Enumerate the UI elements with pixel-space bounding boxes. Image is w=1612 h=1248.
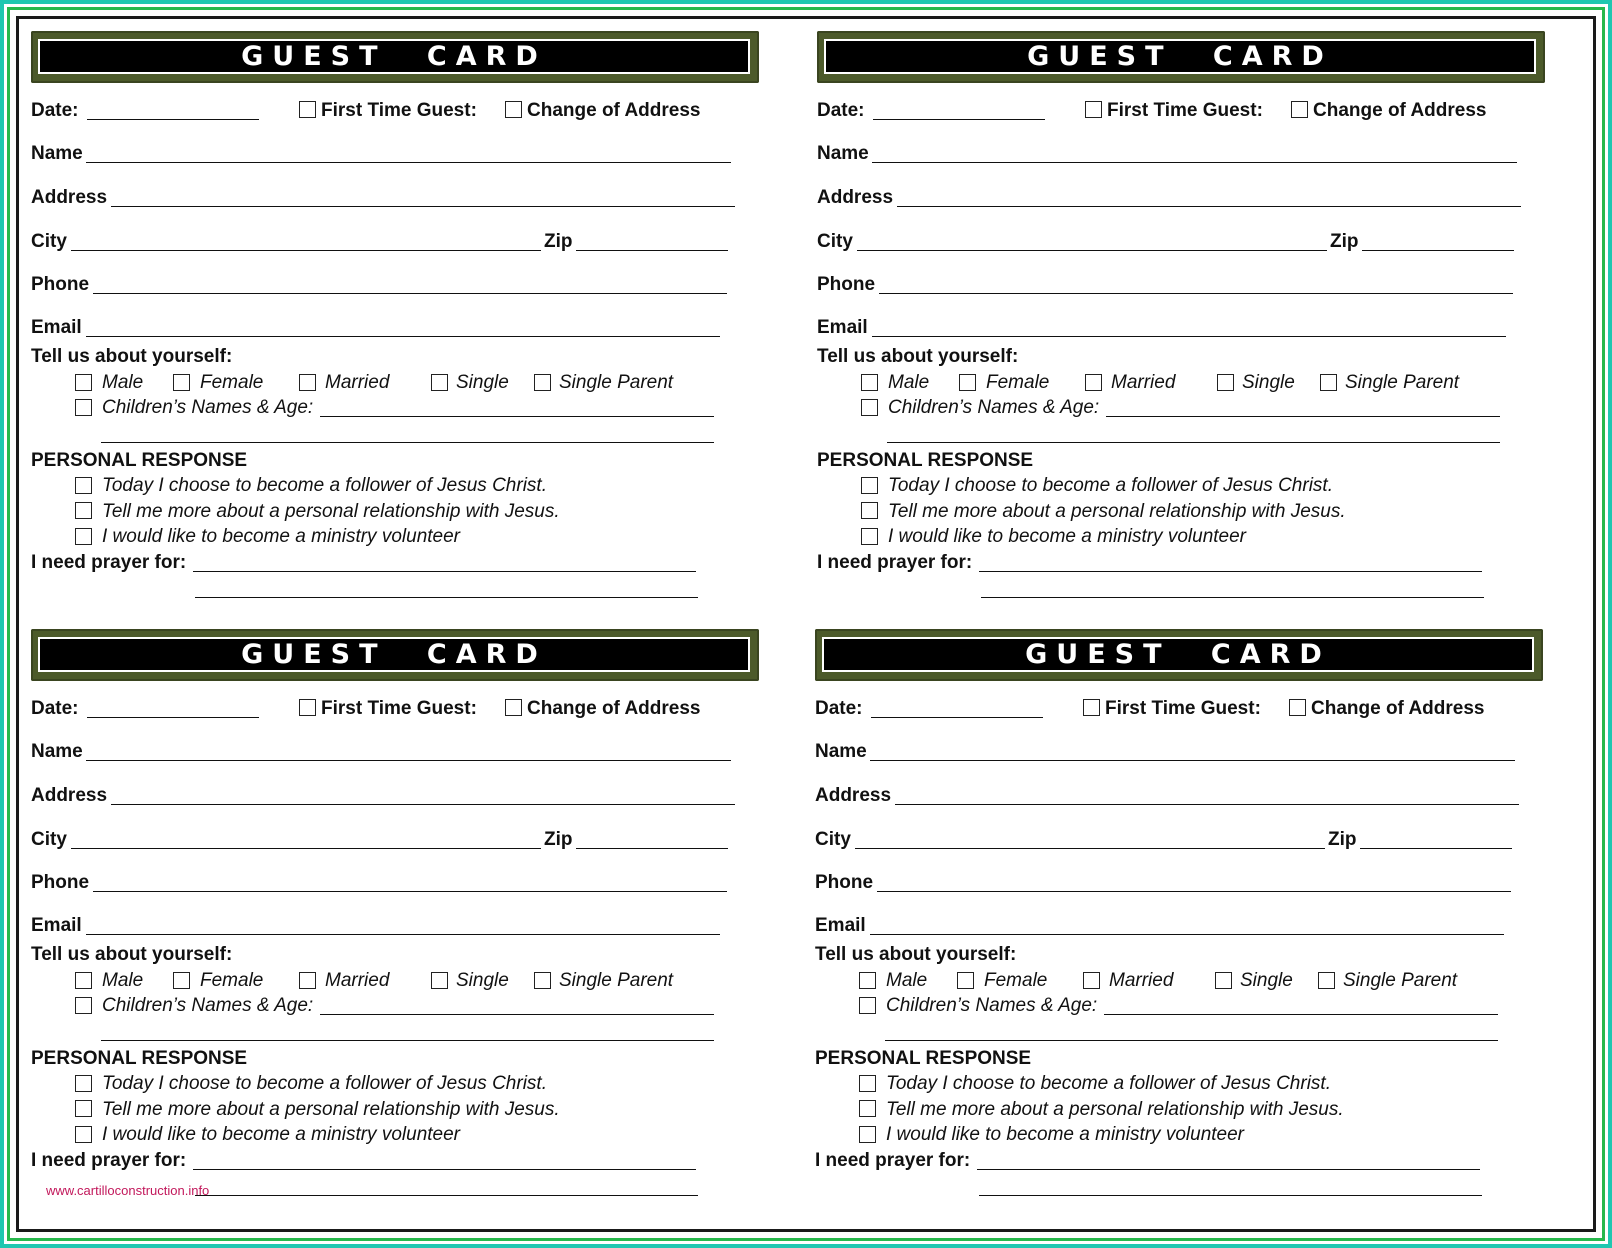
first-time-guest-label: First Time Guest: <box>321 698 477 719</box>
children-label: Children’s Names & Age: <box>886 995 1098 1016</box>
first-time-guest-checkbox[interactable] <box>299 699 316 716</box>
children-checkbox[interactable] <box>859 997 876 1014</box>
children-checkbox[interactable] <box>75 399 92 416</box>
phone-field[interactable] <box>879 293 1513 294</box>
single-label: Single <box>1242 372 1295 393</box>
city-field[interactable] <box>857 250 1327 251</box>
change-of-address-label: Change of Address <box>1313 100 1487 121</box>
card-banner-inner <box>824 39 1536 74</box>
children-label: Children’s Names & Age: <box>102 995 314 1016</box>
zip-label: Zip <box>1328 829 1357 850</box>
guest-card-2 <box>817 31 1547 621</box>
card-banner <box>31 629 759 681</box>
date-field[interactable] <box>871 717 1043 718</box>
prayer-label: I need prayer for: <box>817 552 973 573</box>
single-checkbox[interactable] <box>431 374 448 391</box>
volunteer-checkbox[interactable] <box>861 528 878 545</box>
first-time-guest-label: First Time Guest: <box>1105 698 1261 719</box>
city-label: City <box>815 829 851 850</box>
female-checkbox[interactable] <box>957 972 974 989</box>
about-heading: Tell us about yourself: <box>815 944 1017 965</box>
volunteer-label: I would like to become a ministry volunteer <box>102 1124 460 1145</box>
children-field-line-2[interactable] <box>885 1040 1498 1041</box>
male-label: Male <box>888 372 930 393</box>
city-field[interactable] <box>855 848 1325 849</box>
children-field[interactable] <box>320 1014 714 1015</box>
address-label: Address <box>817 187 894 208</box>
single-parent-label: Single Parent <box>1343 970 1458 991</box>
volunteer-label: I would like to become a ministry volunteer <box>886 1124 1244 1145</box>
guest-card-4 <box>815 629 1545 1219</box>
phone-field[interactable] <box>93 293 727 294</box>
prayer-field[interactable] <box>977 1169 1480 1170</box>
children-field[interactable] <box>320 416 714 417</box>
city-field[interactable] <box>71 250 541 251</box>
phone-label: Phone <box>815 872 874 893</box>
female-label: Female <box>986 372 1050 393</box>
male-checkbox[interactable] <box>861 374 878 391</box>
married-checkbox[interactable] <box>1085 374 1102 391</box>
male-label: Male <box>102 372 144 393</box>
name-label: Name <box>31 143 83 164</box>
follower-label: Today I choose to become a follower of Jesus Christ. <box>102 475 547 496</box>
personal-response-heading: PERSONAL RESPONSE <box>817 450 1034 471</box>
name-label: Name <box>31 741 83 762</box>
city-label: City <box>31 829 67 850</box>
card-banner <box>31 31 759 83</box>
card-title: GUEST CARD <box>241 639 547 670</box>
single-parent-checkbox[interactable] <box>1320 374 1337 391</box>
email-label: Email <box>31 317 82 338</box>
date-field[interactable] <box>87 119 259 120</box>
first-time-guest-label: First Time Guest: <box>1107 100 1263 121</box>
first-time-guest-checkbox[interactable] <box>299 101 316 118</box>
personal-response-heading: PERSONAL RESPONSE <box>31 1048 248 1069</box>
name-label: Name <box>815 741 867 762</box>
date-label: Date: <box>815 698 863 719</box>
married-label: Married <box>1109 970 1174 991</box>
email-field[interactable] <box>870 934 1504 935</box>
prayer-label: I need prayer for: <box>31 1150 187 1171</box>
city-label: City <box>817 231 853 252</box>
prayer-field-line-2[interactable] <box>195 597 698 598</box>
children-checkbox[interactable] <box>75 997 92 1014</box>
prayer-label: I need prayer for: <box>815 1150 971 1171</box>
follower-label: Today I choose to become a follower of Jesus Christ. <box>102 1073 547 1094</box>
address-field[interactable] <box>111 206 735 207</box>
single-checkbox[interactable] <box>1215 972 1232 989</box>
address-label: Address <box>31 785 108 806</box>
male-checkbox[interactable] <box>75 972 92 989</box>
card-banner-inner <box>38 637 750 672</box>
male-checkbox[interactable] <box>75 374 92 391</box>
female-label: Female <box>200 970 264 991</box>
about-heading: Tell us about yourself: <box>31 944 233 965</box>
prayer-field[interactable] <box>979 571 1482 572</box>
single-parent-checkbox[interactable] <box>534 374 551 391</box>
email-field[interactable] <box>86 934 720 935</box>
zip-field[interactable] <box>1362 250 1514 251</box>
volunteer-checkbox[interactable] <box>859 1126 876 1143</box>
male-checkbox[interactable] <box>859 972 876 989</box>
phone-label: Phone <box>817 274 876 295</box>
guest-card-1 <box>31 31 761 621</box>
change-of-address-checkbox[interactable] <box>505 101 522 118</box>
phone-label: Phone <box>31 872 90 893</box>
single-parent-checkbox[interactable] <box>1318 972 1335 989</box>
single-parent-label: Single Parent <box>1345 372 1460 393</box>
name-field[interactable] <box>86 162 731 163</box>
zip-label: Zip <box>544 829 573 850</box>
follower-checkbox[interactable] <box>75 477 92 494</box>
single-parent-checkbox[interactable] <box>534 972 551 989</box>
address-label: Address <box>815 785 892 806</box>
female-label: Female <box>984 970 1048 991</box>
phone-field[interactable] <box>877 891 1511 892</box>
phone-field[interactable] <box>93 891 727 892</box>
relationship-checkbox[interactable] <box>75 1100 92 1117</box>
date-field[interactable] <box>873 119 1045 120</box>
children-field-line-2[interactable] <box>101 1040 714 1041</box>
change-of-address-checkbox[interactable] <box>1291 101 1308 118</box>
zip-label: Zip <box>1330 231 1359 252</box>
prayer-field[interactable] <box>193 1169 696 1170</box>
married-label: Married <box>325 372 390 393</box>
first-time-guest-label: First Time Guest: <box>321 100 477 121</box>
relationship-label: Tell me more about a personal relationship with Jesus. <box>886 1099 1344 1120</box>
card-banner-inner <box>38 39 750 74</box>
card-title: GUEST CARD <box>1027 41 1333 72</box>
relationship-checkbox[interactable] <box>861 502 878 519</box>
male-label: Male <box>886 970 928 991</box>
children-field[interactable] <box>1104 1014 1498 1015</box>
follower-checkbox[interactable] <box>861 477 878 494</box>
children-label: Children’s Names & Age: <box>888 397 1100 418</box>
date-label: Date: <box>31 698 79 719</box>
prayer-field-line-2[interactable] <box>979 1195 1482 1196</box>
personal-response-heading: PERSONAL RESPONSE <box>815 1048 1032 1069</box>
change-of-address-label: Change of Address <box>1311 698 1485 719</box>
relationship-checkbox[interactable] <box>859 1100 876 1117</box>
name-label: Name <box>817 143 869 164</box>
married-checkbox[interactable] <box>1083 972 1100 989</box>
change-of-address-label: Change of Address <box>527 100 701 121</box>
phone-label: Phone <box>31 274 90 295</box>
zip-field[interactable] <box>576 250 728 251</box>
email-label: Email <box>31 915 82 936</box>
volunteer-checkbox[interactable] <box>75 528 92 545</box>
address-field[interactable] <box>895 804 1519 805</box>
volunteer-label: I would like to become a ministry volunteer <box>888 526 1246 547</box>
female-label: Female <box>200 372 264 393</box>
children-checkbox[interactable] <box>861 399 878 416</box>
about-heading: Tell us about yourself: <box>31 346 233 367</box>
volunteer-label: I would like to become a ministry volunteer <box>102 526 460 547</box>
single-parent-label: Single Parent <box>559 970 674 991</box>
prayer-field-line-2[interactable] <box>981 597 1484 598</box>
zip-field[interactable] <box>1360 848 1512 849</box>
married-checkbox[interactable] <box>299 972 316 989</box>
city-field[interactable] <box>71 848 541 849</box>
prayer-field-line-2[interactable] <box>195 1195 698 1196</box>
change-of-address-checkbox[interactable] <box>505 699 522 716</box>
prayer-label: I need prayer for: <box>31 552 187 573</box>
follower-checkbox[interactable] <box>859 1075 876 1092</box>
zip-field[interactable] <box>576 848 728 849</box>
card-banner <box>815 629 1543 681</box>
married-label: Married <box>1111 372 1176 393</box>
name-field[interactable] <box>872 162 1517 163</box>
card-banner-inner <box>822 637 1534 672</box>
female-checkbox[interactable] <box>959 374 976 391</box>
name-field[interactable] <box>86 760 731 761</box>
single-checkbox[interactable] <box>431 972 448 989</box>
zip-label: Zip <box>544 231 573 252</box>
address-field[interactable] <box>897 206 1521 207</box>
about-heading: Tell us about yourself: <box>817 346 1019 367</box>
single-parent-label: Single Parent <box>559 372 674 393</box>
date-label: Date: <box>817 100 865 121</box>
card-banner <box>817 31 1545 83</box>
married-label: Married <box>325 970 390 991</box>
children-label: Children’s Names & Age: <box>102 397 314 418</box>
single-label: Single <box>1240 970 1293 991</box>
email-label: Email <box>815 915 866 936</box>
date-field[interactable] <box>87 717 259 718</box>
first-time-guest-checkbox[interactable] <box>1085 101 1102 118</box>
volunteer-checkbox[interactable] <box>75 1126 92 1143</box>
city-label: City <box>31 231 67 252</box>
guest-card-3 <box>31 629 761 1219</box>
relationship-checkbox[interactable] <box>75 502 92 519</box>
change-of-address-label: Change of Address <box>527 698 701 719</box>
male-label: Male <box>102 970 144 991</box>
email-field[interactable] <box>872 336 1506 337</box>
female-checkbox[interactable] <box>173 374 190 391</box>
follower-label: Today I choose to become a follower of Jesus Christ. <box>888 475 1333 496</box>
married-checkbox[interactable] <box>299 374 316 391</box>
follower-label: Today I choose to become a follower of Jesus Christ. <box>886 1073 1331 1094</box>
children-field-line-2[interactable] <box>101 442 714 443</box>
date-label: Date: <box>31 100 79 121</box>
email-field[interactable] <box>86 336 720 337</box>
children-field-line-2[interactable] <box>887 442 1500 443</box>
relationship-label: Tell me more about a personal relationship with Jesus. <box>102 501 560 522</box>
first-time-guest-checkbox[interactable] <box>1083 699 1100 716</box>
address-field[interactable] <box>111 804 735 805</box>
follower-checkbox[interactable] <box>75 1075 92 1092</box>
watermark: www.cartilloconstruction.info <box>46 1183 210 1198</box>
relationship-label: Tell me more about a personal relationship with Jesus. <box>102 1099 560 1120</box>
children-field[interactable] <box>1106 416 1500 417</box>
female-checkbox[interactable] <box>173 972 190 989</box>
prayer-field[interactable] <box>193 571 696 572</box>
single-label: Single <box>456 372 509 393</box>
card-title: GUEST CARD <box>241 41 547 72</box>
single-label: Single <box>456 970 509 991</box>
card-title: GUEST CARD <box>1025 639 1331 670</box>
address-label: Address <box>31 187 108 208</box>
single-checkbox[interactable] <box>1217 374 1234 391</box>
relationship-label: Tell me more about a personal relationship with Jesus. <box>888 501 1346 522</box>
email-label: Email <box>817 317 868 338</box>
change-of-address-checkbox[interactable] <box>1289 699 1306 716</box>
name-field[interactable] <box>870 760 1515 761</box>
personal-response-heading: PERSONAL RESPONSE <box>31 450 248 471</box>
